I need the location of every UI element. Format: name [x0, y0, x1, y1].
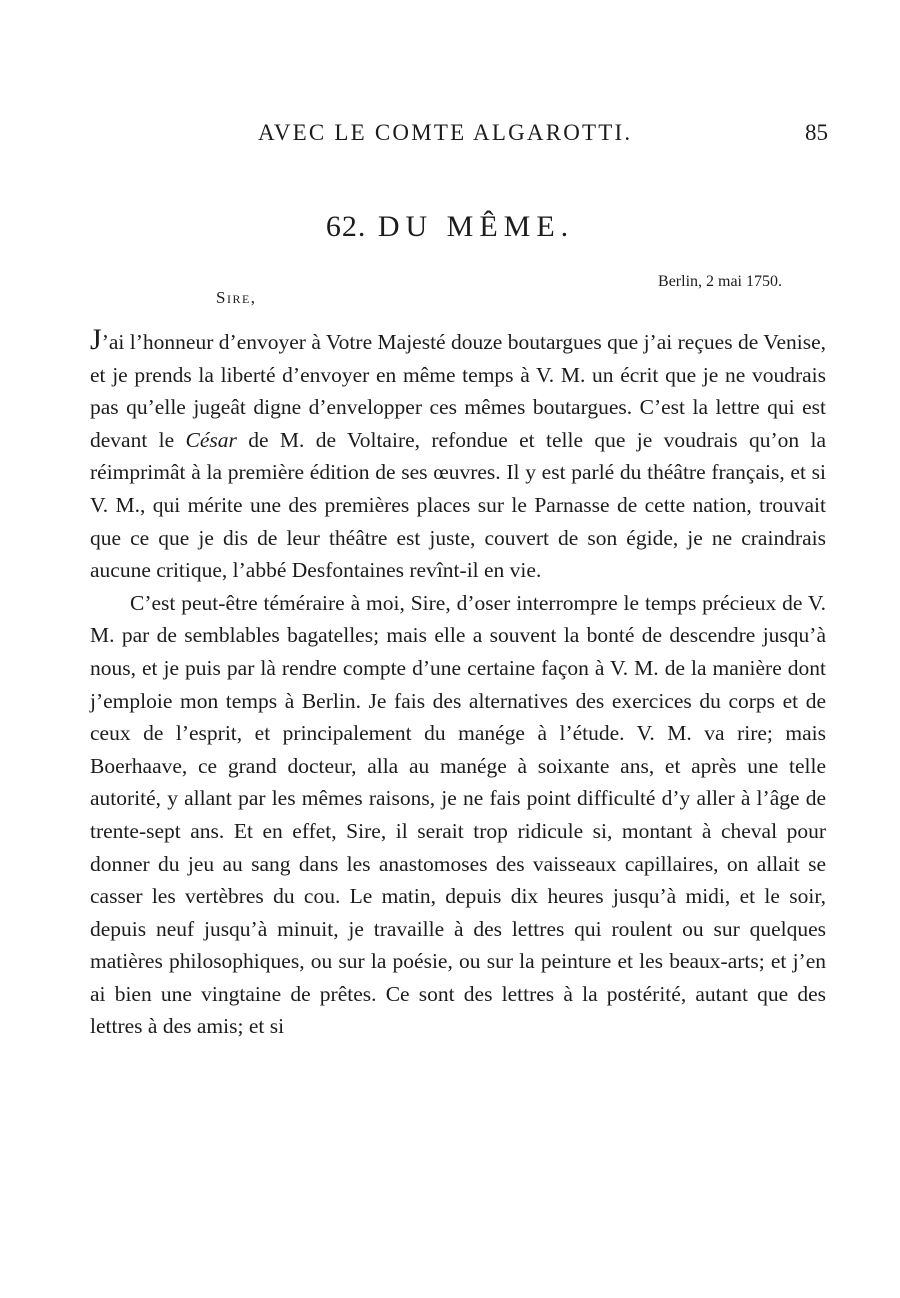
letter-body: [90, 325, 826, 1043]
paragraph-1-text-b: de M. de Voltaire, refondue et telle que je voudrais qu’on la réimprimât à la première édition de ses œuvres. Il y est parlé du théâtre français, et si V. M., qui mérite une des premières places sur le Parnasse de cette nation, trouvait que ce que je dis de leur théâtre est juste, couvert de son égide, je ne craindrais aucune critique, l’abbé Desfontaines revînt-il en vie.: [90, 427, 826, 583]
letter-heading: [0, 210, 900, 244]
running-head: AVEC LE COMTE ALGAROTTI.: [258, 120, 633, 145]
letter-title: DU MÊME.: [377, 210, 575, 243]
page-number: 85: [805, 120, 828, 145]
dateline: Berlin, 2 mai 1750.: [658, 273, 782, 290]
letter-number: 62.: [325, 210, 367, 243]
paragraph-1: [90, 325, 826, 587]
paragraph-1-text-a: ’ai l’honneur d’envoyer à Votre Majesté douze boutargues que j’ai reçues de Venise, et je prends la liberté d’envoyer en même temps à V. M. un écrit que je ne voudrais pas qu’elle jugeât digne d’envelopper ces mêmes boutargues. C’est la lettre qui est devant le: [90, 330, 826, 452]
paragraph-1-italic: César: [185, 427, 237, 452]
drop-capital: J: [90, 323, 102, 356]
salutation: Sire,: [216, 288, 257, 307]
paragraph-2: C’est peut-être téméraire à moi, Sire, d’oser interrompre le temps précieux de V. M. par de semblables bagatelles; mais elle a souvent la bonté de descendre jusqu’à nous, et je puis par là rendre compte d’une certaine façon à V. M. de la manière dont j’emploie mon temps à Berlin. Je fais des alternatives des exercices du corps et de ceux de l’esprit, et principalement du manége à l’étude. V. M. va rire; mais Boerhaave, ce grand docteur, alla au manége à soixante ans, et après une telle autorité, y allant par les mêmes raisons, je ne fais point difficulté d’y aller à l’âge de trente-sept ans. Et en effet, Sire, il serait trop ridicule si, montant à cheval pour donner du jeu au sang dans les anastomoses des vaisseaux capillaires, on allait se casser les vertèbres du cou. Le matin, depuis dix heures jusqu’à midi, et le soir, depuis neuf jusqu’à minuit, je travaille à des lettres qui roulent ou sur quelques matières philosophiques, ou sur la poésie, ou sur la peinture et les beaux-arts; et j’en ai bien une vingtaine de prêtes. Ce sont des lettres à la postérité, autant que des lettres à des amis; et si: [90, 590, 826, 1039]
